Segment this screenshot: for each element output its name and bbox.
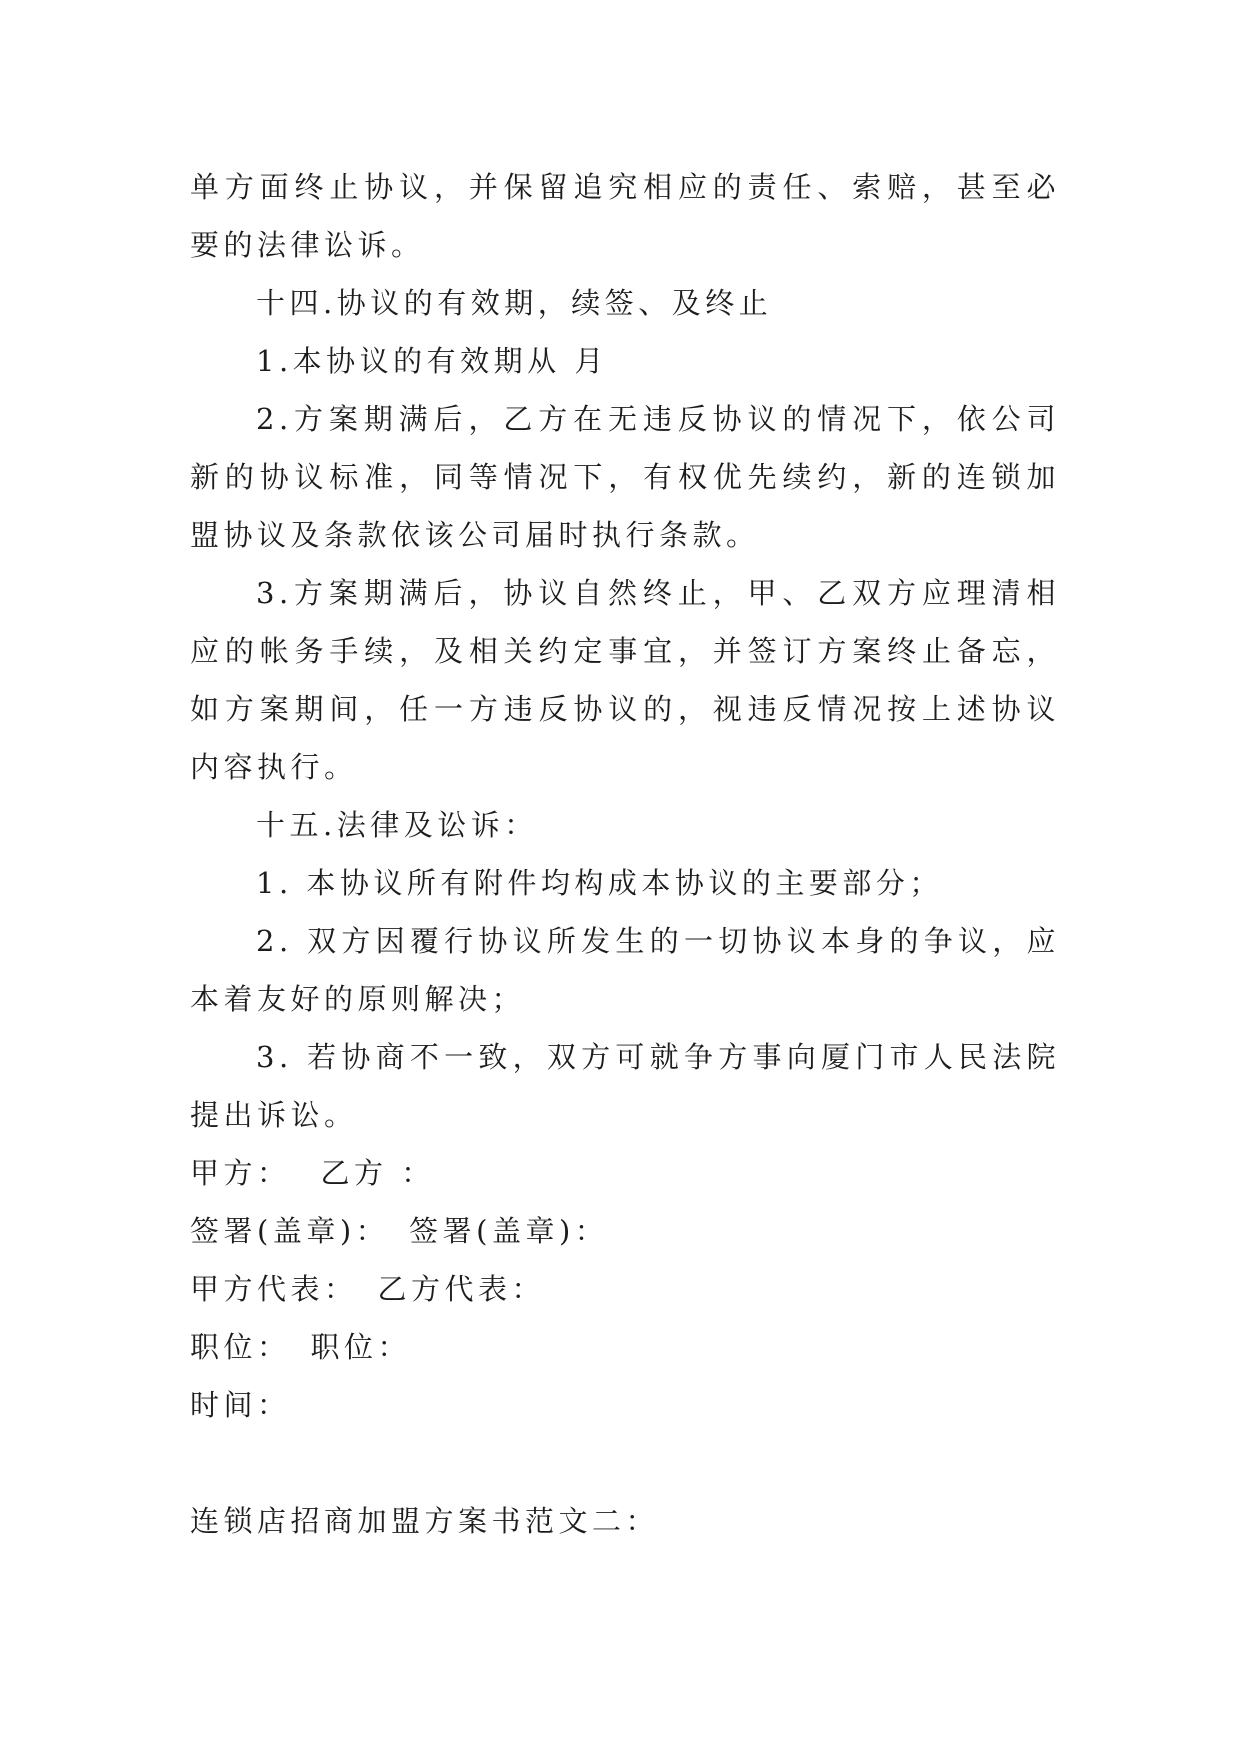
rep-b-label: 乙方代表： [377, 1272, 546, 1306]
party-a-label: 甲方： [190, 1156, 291, 1190]
clause-15-3: 3. 若协商不一致，双方可就争方事向厦门市人民法院提出诉讼。 [190, 1040, 1060, 1132]
next-section-heading: 连锁店招商加盟方案书范文二： [190, 1504, 660, 1538]
paragraph-continuation: 单方面终止协议，并保留追究相应的责任、索赔，甚至必要的法律讼诉。 [190, 170, 1060, 262]
signature-position-row [190, 1318, 1060, 1376]
position-b-label: 职位： [310, 1330, 412, 1364]
party-b-label: 乙方 ： [320, 1156, 435, 1190]
signature-seal-row [190, 1202, 1060, 1260]
section-heading-14: 十四.协议的有效期，续签、及终止 [256, 286, 773, 320]
section-heading-15: 十五.法律及讼诉： [256, 808, 538, 842]
rep-a-label: 甲方代表： [190, 1272, 358, 1306]
clause-14-1: 1.本协议的有效期从 月 [256, 344, 608, 378]
sign-a-label: 签署(盖章)： [190, 1214, 390, 1248]
clause-14-2: 2.方案期满后，乙方在无违反协议的情况下，依公司新的协议标准，同等情况下，有权优先续约，新的连锁加盟协议及条款依该公司届时执行条款。 [190, 402, 1060, 552]
position-a-label: 职位： [190, 1330, 291, 1364]
document-body [190, 158, 1060, 1550]
clause-15-1: 1. 本协议所有附件均构成本协议的主要部分； [256, 866, 943, 900]
sign-b-label: 签署(盖章)： [409, 1214, 609, 1248]
signature-party-row [190, 1144, 1060, 1202]
signature-representative-row [190, 1260, 1060, 1318]
clause-14-3: 3.方案期满后，协议自然终止，甲、乙双方应理清相应的帐务手续，及相关约定事宜，并签订方案终止备忘，如方案期间，任一方违反协议的，视违反情况按上述协议内容执行。 [190, 576, 1060, 784]
clause-15-2: 2. 双方因覆行协议所发生的一切协议本身的争议，应本着友好的原则解决； [190, 924, 1060, 1016]
signature-time-row: 时间： [190, 1388, 291, 1422]
